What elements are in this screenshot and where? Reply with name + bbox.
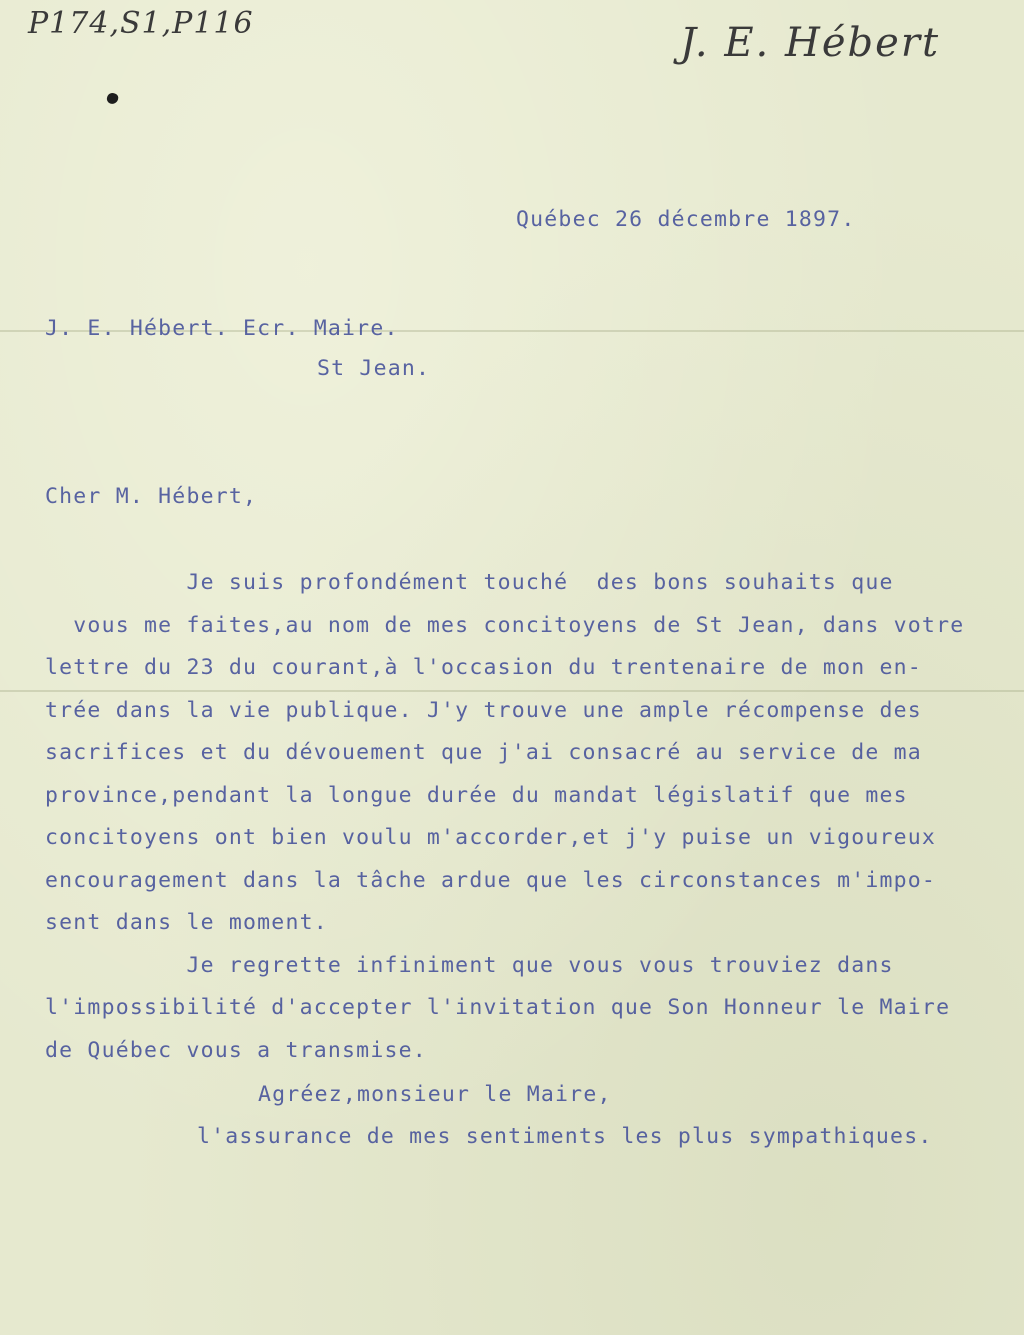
body-line: l'impossibilité d'accepter l'invitation que Son Honneur le Maire [45, 995, 951, 1020]
archive-reference: P174,S1,P116 [28, 6, 254, 41]
body-line: de Québec vous a transmise. [45, 1037, 427, 1063]
handwritten-name: J. E. Hébert [680, 20, 941, 66]
body-line: vous me faites,au nom de mes concitoyens de St Jean, dans votre [45, 612, 965, 638]
closing-line-2: l'assurance de mes sentiments les plus sympathiques. [197, 1124, 933, 1149]
body-line: Je suis profondément touché des bons souhaits que [45, 570, 894, 595]
body-line: sent dans le moment. [45, 910, 328, 935]
body-line: trée dans la vie publique. J'y trouve une ample récompense des [45, 697, 922, 723]
letter-body [45, 572, 985, 1082]
body-line: Je regrette infiniment que vous vous trouviez dans [45, 952, 894, 978]
salutation: Cher M. Hébert, [45, 484, 258, 509]
body-line: encouragement dans la tâche ardue que les circonstances m'impo- [45, 867, 937, 893]
body-line: sacrifices et du dévouement que j'ai consacré au service de ma [45, 740, 922, 765]
closing-line-1: Agréez,monsieur le Maire, [258, 1082, 612, 1107]
ink-spot [105, 91, 119, 105]
body-line: concitoyens ont bien voulu m'accorder,et j'y puise un vigoureux [45, 825, 937, 850]
body-line: province,pendant la longue durée du mandat législatif que mes [45, 782, 908, 808]
recipient-line-1: J. E. Hébert. Ecr. Maire. [45, 316, 399, 341]
recipient-line-2: St Jean. [317, 356, 431, 381]
body-line: lettre du 23 du courant,à l'occasion du trentenaire de mon en- [45, 655, 922, 680]
letter-date: Québec 26 décembre 1897. [516, 207, 856, 232]
